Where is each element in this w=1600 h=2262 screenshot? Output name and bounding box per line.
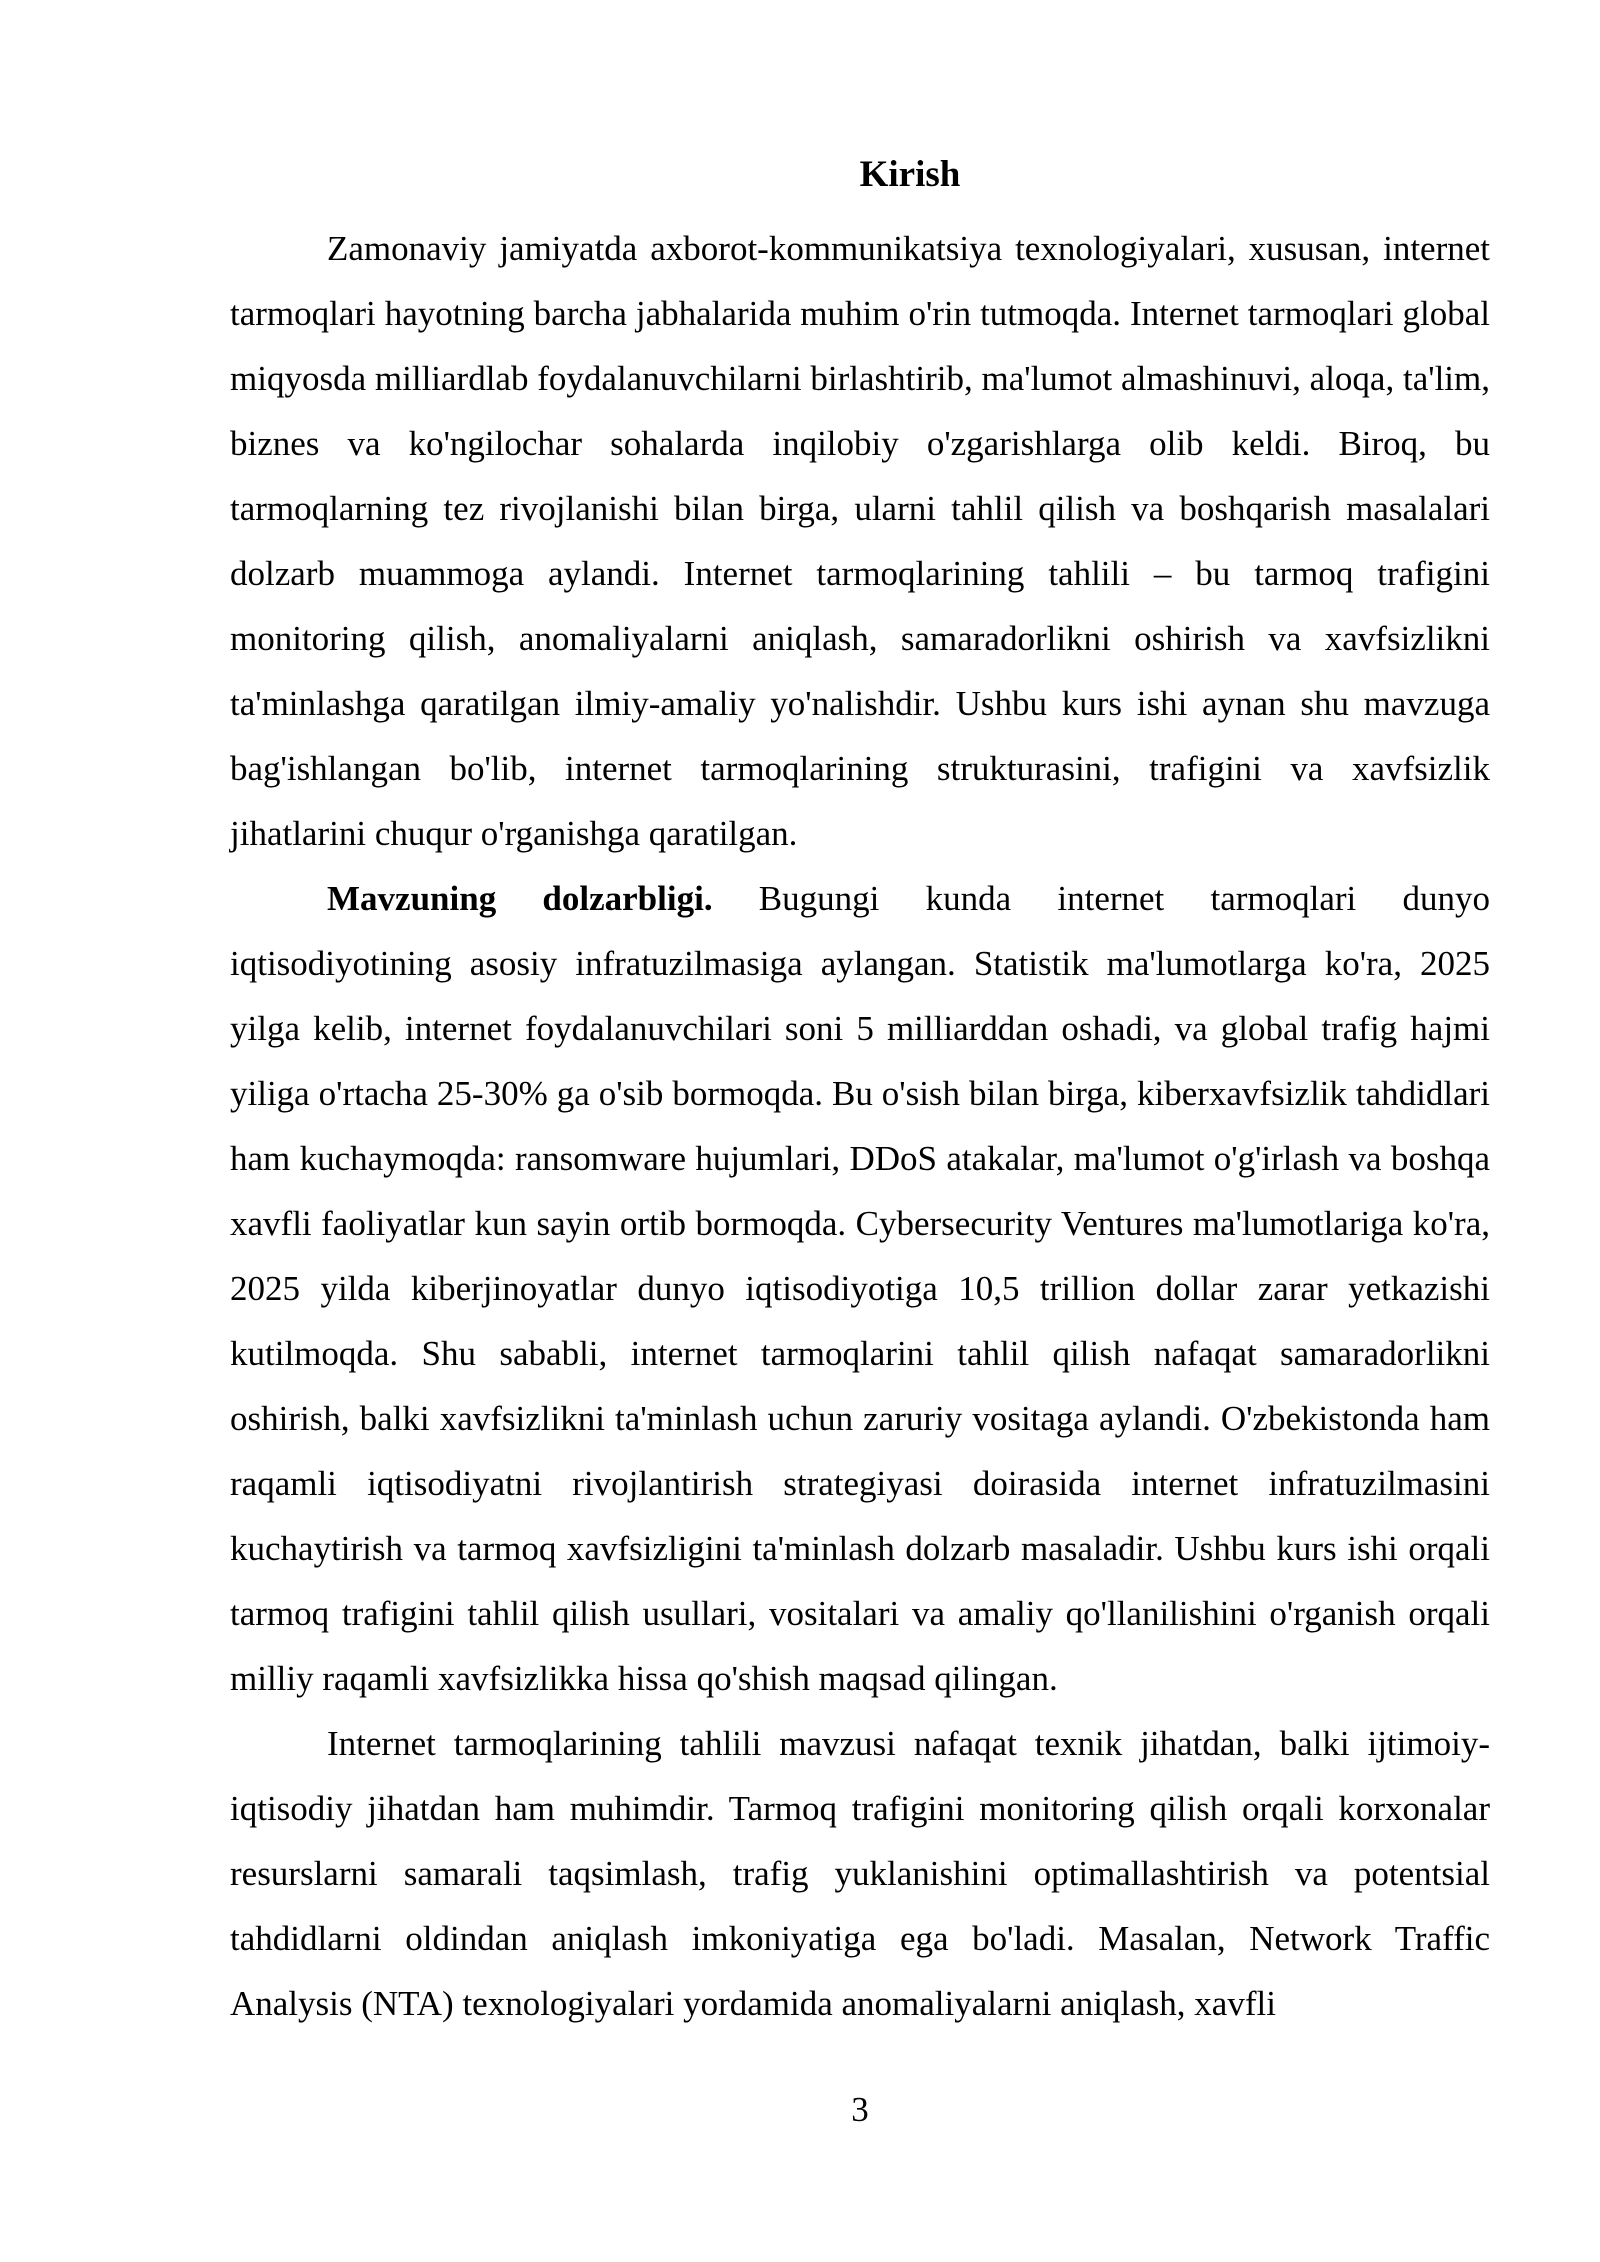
paragraph-intro (230, 216, 1490, 866)
page-content (230, 150, 1490, 2036)
paragraph-relevance-lead: Mavzuning dolzarbligi. (327, 879, 713, 918)
paragraph-relevance (230, 866, 1490, 1711)
paragraph-importance-text: Internet tarmoqlarining tahlili mavzusi nafaqat texnik jihatdan, balki ijtimoiy-iqtisodiy jihatdan ham muhimdir. Tarmoq trafigini monitoring qilish orqali korxonalar resurslarni samarali taqsimlash, trafig yuklanishini optimallashtirish va potentsial tahdidlarni oldindan aniqlash imkoniyatiga ega bo'ladi. Masalan, Network Traffic Analysis (NTA) texnologiyalari yordamida anomaliyalarni aniqlash, xavfli (230, 1724, 1490, 2023)
paragraph-intro-text: Zamonaviy jamiyatda axborot-kommunikatsiya texnologiyalari, xususan, internet tarmoqlari hayotning barcha jabhalarida muhim o'rin tutmoqda. Internet tarmoqlari global miqyosda milliardlab foydalanuvchilarni birlashtirib, ma'lumot almashinuvi, aloqa, ta'lim, biznes va ko'ngilochar sohalarda inqilobiy o'zgarishlarga olib keldi. Biroq, bu tarmoqlarning tez rivojlanishi bilan birga, ularni tahlil qilish va boshqarish masalalari dolzarb muammoga aylandi. Internet tarmoqlarining tahlili – bu tarmoq trafigini monitoring qilish, anomaliyalarni aniqlash, samaradorlikni oshirish va xavfsizlikni ta'minlashga qaratilgan ilmiy-amaliy yo'nalishdir. Ushbu kurs ishi aynan shu mavzuga bag'ishlangan bo'lib, internet tarmoqlarining strukturasini, trafigini va xavfsizlik jihatlarini chuqur o'rganishga qaratilgan. (230, 229, 1490, 853)
section-heading: Kirish (859, 154, 961, 195)
paragraph-relevance-text: Bugungi kunda internet tarmoqlari dunyo iqtisodiyotining asosiy infratuzilmasiga aylangan. Statistik ma'lumotlarga ko'ra, 2025 yilga kelib, internet foydalanuvchilari soni 5 milliarddan oshadi, va global trafig hajmi yiliga o'rtacha 25-30% ga o'sib bormoqda. Bu o'sish bilan birga, kiberxavfsizlik tahdidlari ham kuchaymoqda: ransomware hujumlari, DDoS atakalar, ma'lumot o'g'irlash va boshqa xavfli faoliyatlar kun sayin ortib bormoqda. Cybersecurity Ventures ma'lumotlariga ko'ra, 2025 yilda kiberjinoyatlar dunyo iqtisodiyotiga 10,5 trillion dollar zarar yetkazishi kutilmoqda. Shu sababli, internet tarmoqlarini tahlil qilish nafaqat samaradorlikni oshirish, balki xavfsizlikni ta'minlash uchun zaruriy vositaga aylandi. O'zbekistonda ham raqamli iqtisodiyatni rivojlantirish strategiyasi doirasida internet infratuzilmasini kuchaytirish va tarmoq xavfsizligini ta'minlash dolzarb masaladir. Ushbu kurs ishi orqali tarmoq trafigini tahlil qilish usullari, vositalari va amaliy qo'llanilishini o'rganish orqali milliy raqamli xavfsizlikka hissa qo'shish maqsad qilingan. (230, 879, 1491, 1698)
page-number: 3 (851, 2090, 869, 2129)
paragraph-importance (230, 1711, 1490, 2036)
